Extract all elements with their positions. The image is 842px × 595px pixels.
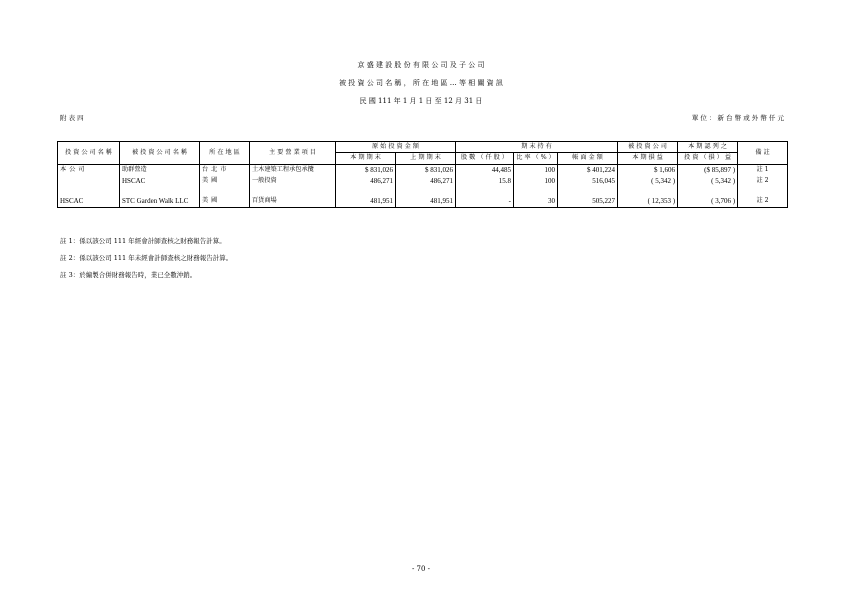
cell-original-end: 486,271 bbox=[336, 176, 396, 187]
cell-ratio: 100 bbox=[514, 164, 558, 176]
cell-book-value: 516,045 bbox=[558, 176, 618, 187]
footnote-1: 註 1：係以該公司 111 年經會計師查核之財務報告計算。 bbox=[60, 237, 226, 245]
table-row bbox=[58, 164, 788, 176]
header-original-investment: 原 始 投 資 金 額 bbox=[336, 142, 456, 153]
header-book-value: 帳 面 金 額 bbox=[558, 153, 618, 164]
header-original-prev: 上 期 期 末 bbox=[396, 153, 456, 164]
header-original-end: 本 期 期 末 bbox=[336, 153, 396, 164]
cell-original-prev: $ 831,026 bbox=[396, 164, 456, 176]
cell-recognized: ( 3,706 ) bbox=[678, 196, 738, 208]
report-period: 民 國 111 年 1 月 1 日 至 12 月 31 日 bbox=[359, 97, 483, 105]
footnote-2: 註 2：係以該公司 111 年未經會計師查核之財務報告計算。 bbox=[60, 254, 233, 262]
cell-book-value: $ 401,224 bbox=[558, 164, 618, 176]
cell-original-prev: 486,271 bbox=[396, 176, 456, 187]
cell-original-end: 481,951 bbox=[336, 196, 396, 208]
company-title: 京 盛 建 設 股 份 有 限 公 司 及 子 公 司 bbox=[357, 61, 485, 69]
unit-label: 單 位 ： 新 台 幣 或 外 幣 仟 元 bbox=[691, 114, 784, 122]
cell-investor: 本 公 司 bbox=[58, 164, 120, 176]
cell-business: 百貨商場 bbox=[250, 196, 336, 208]
investee-table bbox=[57, 141, 788, 208]
cell-investee-income: ( 5,342 ) bbox=[618, 176, 678, 187]
cell-shares: - bbox=[456, 196, 514, 208]
cell-location: 台 北 市 bbox=[200, 164, 250, 176]
header-remark: 備 註 bbox=[738, 142, 788, 165]
cell-location: 美 國 bbox=[200, 196, 250, 208]
cell-investee-income: ( 12,353 ) bbox=[618, 196, 678, 208]
cell-investee-income: $ 1,606 bbox=[618, 164, 678, 176]
header-recognized-2: 投 資 （ 損 ） 益 bbox=[678, 153, 738, 164]
header-business: 主 要 營 業 項 目 bbox=[250, 142, 336, 165]
header-investee-income-2: 本 期 損 益 bbox=[618, 153, 678, 164]
header-holding: 期 末 持 有 bbox=[456, 142, 618, 153]
cell-ratio: 100 bbox=[514, 176, 558, 187]
cell-investee: HSCAC bbox=[120, 176, 200, 187]
attachment-label: 附 表 四 bbox=[60, 114, 84, 122]
cell-shares: 44,485 bbox=[456, 164, 514, 176]
table-row-spacer bbox=[58, 188, 788, 196]
header-investee: 被 投 資 公 司 名 稱 bbox=[120, 142, 200, 165]
cell-investor bbox=[58, 176, 120, 187]
cell-recognized: ($ 85,897 ) bbox=[678, 164, 738, 176]
cell-remark: 註 2 bbox=[738, 176, 788, 187]
cell-original-end: $ 831,026 bbox=[336, 164, 396, 176]
cell-investor: HSCAC bbox=[58, 196, 120, 208]
cell-original-prev: 481,951 bbox=[396, 196, 456, 208]
cell-shares: 15.8 bbox=[456, 176, 514, 187]
header-shares: 股 數 （ 仟 股 ） bbox=[456, 153, 514, 164]
cell-ratio: 30 bbox=[514, 196, 558, 208]
header-investor: 投 資 公 司 名 稱 bbox=[58, 142, 120, 165]
cell-remark: 註 2 bbox=[738, 196, 788, 208]
cell-investee: 助群營造 bbox=[120, 164, 200, 176]
footnote-3: 註 3：於編製合併財務報告時，業已全數沖銷。 bbox=[60, 271, 197, 279]
cell-recognized: ( 5,342 ) bbox=[678, 176, 738, 187]
cell-remark: 註 1 bbox=[738, 164, 788, 176]
header-ratio: 比 率 （ % ） bbox=[514, 153, 558, 164]
cell-location: 美 國 bbox=[200, 176, 250, 187]
page-number: - 70 - bbox=[411, 565, 431, 573]
cell-book-value: 505,227 bbox=[558, 196, 618, 208]
table-row bbox=[58, 196, 788, 208]
cell-business: 土木建築工程承包承攬 bbox=[250, 164, 336, 176]
cell-business: 一般投資 bbox=[250, 176, 336, 187]
cell-investee: STC Garden Walk LLC bbox=[120, 196, 200, 208]
header-location: 所 在 地 區 bbox=[200, 142, 250, 165]
header-investee-income: 被 投 資 公 司 bbox=[618, 142, 678, 153]
table-row bbox=[58, 176, 788, 187]
header-recognized: 本 期 認 列 之 bbox=[678, 142, 738, 153]
report-subtitle: 被 投 資 公 司 名 稱 ， 所 在 地 區 … 等 相 關 資 訊 bbox=[339, 79, 503, 87]
